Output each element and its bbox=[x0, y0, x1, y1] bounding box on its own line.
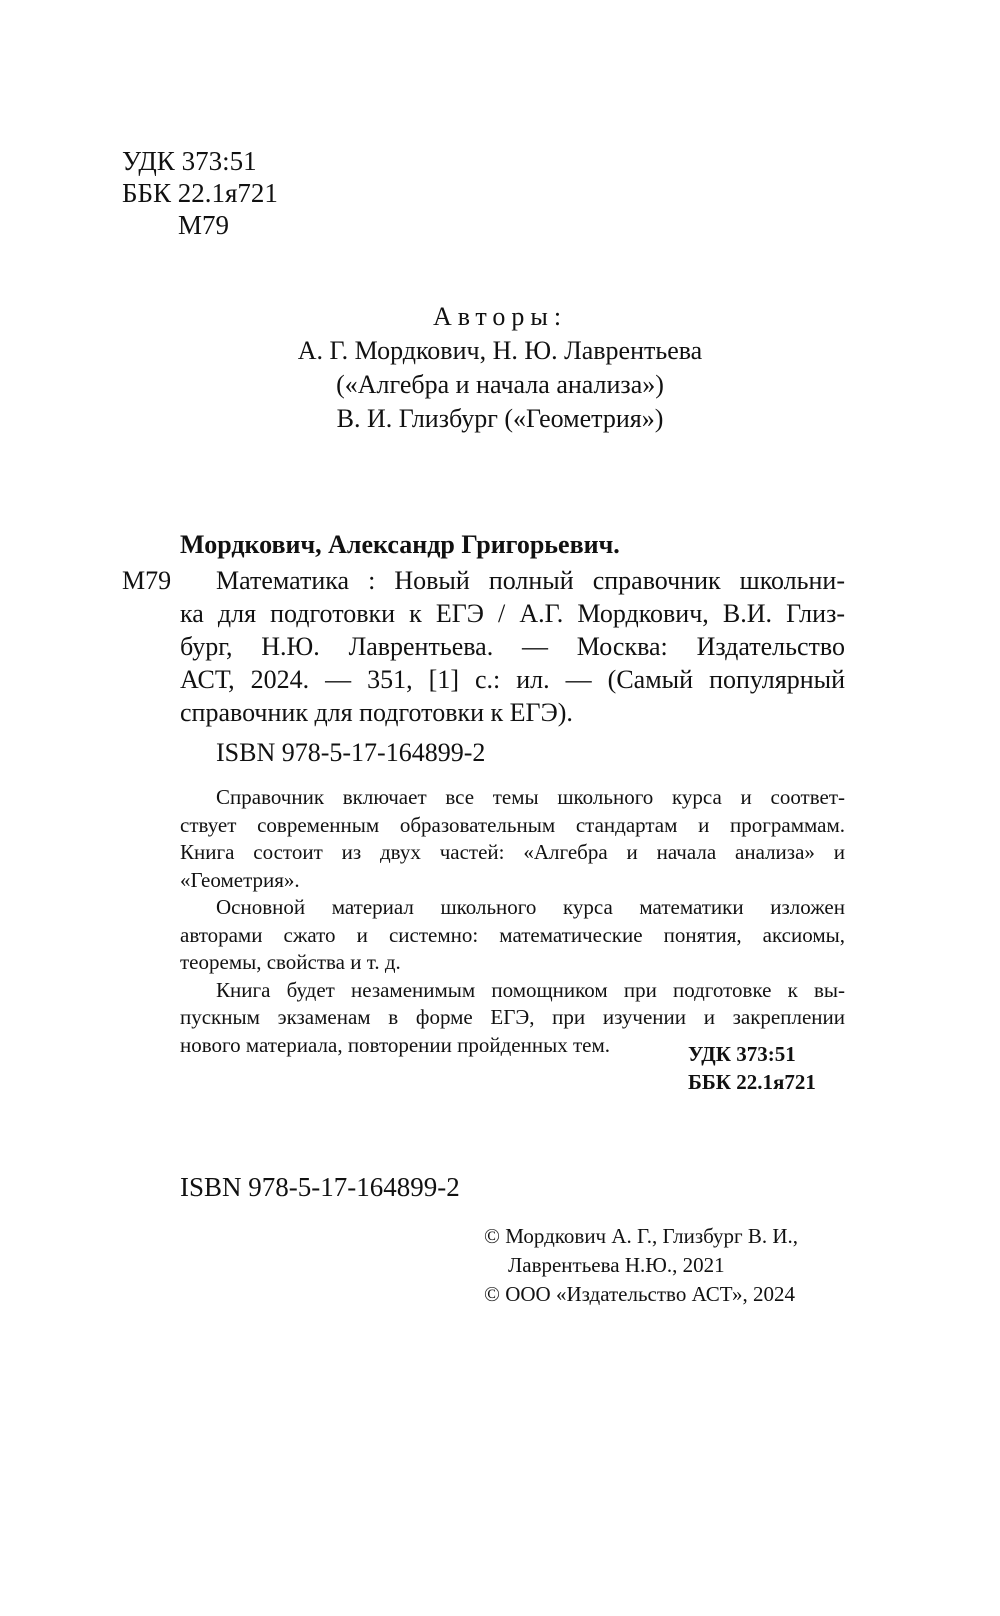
author-mark: М79 bbox=[178, 210, 230, 240]
authors-block bbox=[0, 300, 1000, 436]
annotation-line: пускным экзаменам в форме ЕГЭ, при изучении и закреплении bbox=[180, 1005, 845, 1029]
authors-label: Авторы: bbox=[432, 302, 568, 331]
annotation-line: Основной материал школьного курса математики изложен bbox=[216, 895, 845, 919]
udk-code-bottom: УДК 373:51 bbox=[688, 1042, 796, 1066]
card-desc-line: ка для подготовки к ЕГЭ / А.Г. Мордкович, В.И. Глиз- bbox=[180, 599, 845, 628]
bbk-code-bottom: ББК 22.1я721 bbox=[688, 1070, 816, 1094]
annotation-line: теоремы, свойства и т. д. bbox=[180, 950, 401, 974]
card-desc-line: Математика : Новый полный справочник школьни- bbox=[216, 566, 845, 595]
card-desc-line: справочник для подготовки к ЕГЭ). bbox=[180, 698, 573, 727]
copyright-line-3: © ООО «Издательство АСТ», 2024 bbox=[484, 1282, 795, 1306]
bbk-code: ББК 22.1я721 bbox=[122, 178, 278, 208]
card-isbn: ISBN 978-5-17-164899-2 bbox=[216, 738, 486, 767]
card-author-heading: Мордкович, Александр Григорьевич. bbox=[180, 530, 620, 559]
annotation-line: ствует современным образовательным стандартам и программам. bbox=[180, 812, 845, 837]
annotation-line: авторами сжато и системно: математические понятия, аксиомы, bbox=[180, 922, 845, 947]
copyright-line-2: Лаврентьева Н.Ю., 2021 bbox=[508, 1253, 725, 1277]
annotation-line: Книга состоит из двух частей: «Алгебра и начала анализа» и bbox=[180, 840, 845, 864]
card-mark: М79 bbox=[122, 566, 172, 595]
card-desc-line: бург, Н.Ю. Лаврентьева. — Москва: Издательство bbox=[180, 632, 845, 661]
authors-line-3: В. И. Глизбург («Геометрия») bbox=[336, 404, 664, 433]
authors-line-2: («Алгебра и начала анализа») bbox=[336, 370, 664, 399]
card-desc-line: АСТ, 2024. — 351, [1] с.: ил. — (Самый популярный bbox=[180, 665, 845, 694]
annotation-line: Книга будет незаменимым помощником при подготовке к вы- bbox=[216, 977, 845, 1002]
annotation-line: «Геометрия». bbox=[180, 867, 300, 892]
isbn-footer: ISBN 978-5-17-164899-2 bbox=[180, 1172, 460, 1202]
annotation-line: Справочник включает все темы школьного курса и соответ- bbox=[216, 785, 845, 809]
annotation bbox=[180, 784, 845, 1059]
card-description bbox=[180, 564, 845, 769]
udk-code: УДК 373:51 bbox=[122, 146, 257, 176]
copyright-line-1: © Мордкович А. Г., Глизбург В. И., bbox=[484, 1224, 799, 1248]
annotation-line: нового материала, повторении пройденных тем. bbox=[180, 1032, 610, 1057]
authors-line-1: А. Г. Мордкович, Н. Ю. Лаврентьева bbox=[297, 336, 703, 365]
